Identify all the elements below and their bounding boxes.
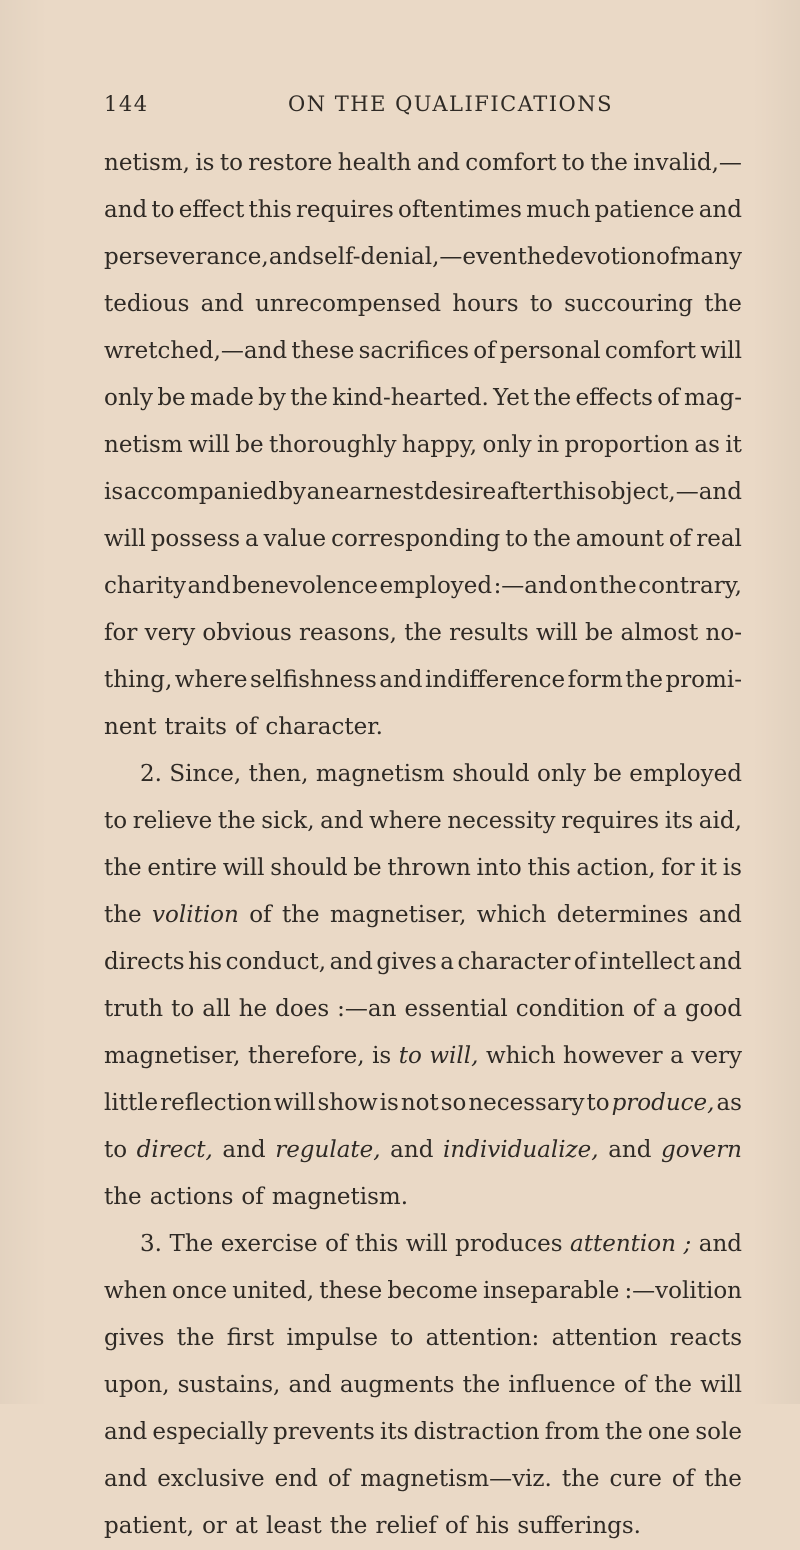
- word: the: [704, 1466, 742, 1492]
- word: thing,: [104, 667, 173, 693]
- word: is: [379, 1090, 399, 1116]
- word: is: [722, 855, 742, 881]
- word: hours: [452, 291, 519, 317]
- word: a: [663, 996, 677, 1022]
- word: on: [569, 573, 598, 599]
- word: the: [281, 902, 320, 928]
- word: then,: [248, 761, 309, 787]
- word: exclusive: [157, 1466, 265, 1492]
- word: necessary: [468, 1090, 585, 1116]
- word: and: [104, 1419, 148, 1445]
- word: will: [273, 1090, 316, 1116]
- word: sole: [695, 1419, 742, 1445]
- word: and: [698, 949, 742, 975]
- word: of: [241, 1184, 264, 1210]
- word: will,: [429, 1043, 479, 1069]
- word: to: [219, 150, 243, 176]
- word: nent: [104, 714, 157, 740]
- word: be: [235, 432, 264, 458]
- word: will: [222, 855, 265, 881]
- word: Yet: [493, 385, 530, 411]
- word: and: [698, 902, 742, 928]
- text-line: [104, 1080, 742, 1127]
- word: will: [188, 432, 230, 458]
- word: almost: [620, 620, 699, 646]
- word: of: [656, 244, 679, 270]
- word: become: [387, 1278, 478, 1304]
- word: to: [505, 526, 529, 552]
- word: condition: [515, 996, 625, 1022]
- text-line: [104, 610, 742, 657]
- word: the: [533, 385, 572, 411]
- word: possess: [150, 526, 241, 552]
- word: character: [457, 949, 571, 975]
- word: action,: [576, 855, 656, 881]
- word: least: [265, 1513, 322, 1539]
- word: the: [599, 573, 637, 599]
- word: of: [623, 1372, 647, 1398]
- word: from: [544, 1419, 600, 1445]
- word: especially: [152, 1419, 268, 1445]
- word: to: [104, 808, 128, 834]
- word: and: [698, 197, 742, 223]
- word: influence: [508, 1372, 616, 1398]
- word: earnest: [335, 479, 424, 505]
- word: be: [584, 620, 614, 646]
- word: much: [526, 197, 591, 223]
- word: necessity: [447, 808, 556, 834]
- word: not: [400, 1090, 439, 1116]
- word: contrary,: [638, 573, 742, 599]
- word: and: [416, 150, 460, 176]
- word: requires: [561, 808, 660, 834]
- text-line: [104, 1409, 742, 1456]
- word: the: [605, 1419, 643, 1445]
- word: to: [104, 1137, 128, 1163]
- word: magnetism—viz.: [360, 1466, 552, 1492]
- word: individualize,: [443, 1137, 599, 1163]
- word: requires: [295, 197, 394, 223]
- word: good: [684, 996, 742, 1022]
- word: these: [291, 338, 355, 364]
- word: :—and: [493, 573, 568, 599]
- word: health: [337, 150, 412, 176]
- text-line: [104, 1174, 742, 1221]
- word: proportion: [564, 432, 689, 458]
- text-line: [104, 892, 742, 939]
- word: effects: [575, 385, 653, 411]
- word: its: [664, 808, 694, 834]
- text-line: [104, 1268, 742, 1315]
- word: once: [172, 1278, 228, 1304]
- word: of: [668, 526, 692, 552]
- word: into: [476, 855, 522, 881]
- word: selfishness: [249, 667, 377, 693]
- word: at: [234, 1513, 258, 1539]
- word: thoroughly: [269, 432, 397, 458]
- word: intellect: [599, 949, 696, 975]
- word: only: [537, 761, 587, 787]
- word: to: [151, 197, 175, 223]
- word: 2.: [140, 761, 162, 787]
- word: govern: [661, 1137, 742, 1163]
- text-line: [104, 516, 742, 563]
- word: invalid,—: [633, 150, 742, 176]
- word: sick,: [261, 808, 315, 834]
- word: the: [533, 526, 571, 552]
- text-line: [104, 1315, 742, 1362]
- word: an: [306, 479, 336, 505]
- word: many: [678, 244, 742, 270]
- text-line: [104, 187, 742, 234]
- word: and: [268, 244, 313, 270]
- word: relief: [375, 1513, 437, 1539]
- word: comfort: [604, 338, 697, 364]
- word: object,—and: [596, 479, 742, 505]
- word: and: [320, 808, 364, 834]
- word: of: [632, 996, 656, 1022]
- word: be: [157, 385, 186, 411]
- word: determines: [556, 902, 689, 928]
- word: to: [171, 996, 195, 1022]
- text-line: [104, 704, 742, 751]
- word: accompanied: [123, 479, 278, 505]
- word: devotion: [555, 244, 656, 270]
- word: gives: [104, 1325, 165, 1351]
- word: unrecompensed: [255, 291, 442, 317]
- word: does: [275, 996, 330, 1022]
- word: he: [238, 996, 268, 1022]
- word: very: [144, 620, 196, 646]
- text-line: [104, 1127, 742, 1174]
- word: actions: [149, 1184, 234, 1210]
- word: should: [270, 855, 348, 881]
- word: inseparable: [482, 1278, 620, 1304]
- word: Since,: [169, 761, 242, 787]
- word: produce,: [611, 1090, 715, 1116]
- word: should: [452, 761, 530, 787]
- word: obvious: [202, 620, 292, 646]
- word: direct,: [136, 1137, 213, 1163]
- word: employed: [629, 761, 742, 787]
- word: the: [590, 150, 628, 176]
- word: the: [104, 855, 142, 881]
- word: as: [716, 1090, 742, 1116]
- word: and: [104, 1466, 148, 1492]
- word: self-denial,—even: [312, 244, 518, 270]
- word: The: [169, 1231, 214, 1257]
- word: these: [319, 1278, 383, 1304]
- word: amount: [575, 526, 664, 552]
- word: which: [485, 1043, 556, 1069]
- word: truth: [104, 996, 164, 1022]
- word: the: [404, 620, 442, 646]
- word: restore: [248, 150, 333, 176]
- word: desire: [423, 479, 497, 505]
- running-head: ON THE QUALIFICATIONS: [288, 92, 613, 116]
- word: the: [462, 1372, 501, 1398]
- body-text: [104, 140, 742, 1550]
- word: patient,: [104, 1513, 195, 1539]
- word: so: [440, 1090, 467, 1116]
- word: for: [104, 620, 138, 646]
- word: kind-hearted.: [332, 385, 489, 411]
- word: sacrifices: [358, 338, 470, 364]
- text-line: [104, 798, 742, 845]
- word: employed: [379, 573, 493, 599]
- word: reacts: [669, 1325, 742, 1351]
- word: to: [390, 1325, 414, 1351]
- word: of: [671, 1466, 695, 1492]
- word: the: [290, 385, 328, 411]
- word: or: [202, 1513, 227, 1539]
- word: to: [586, 1090, 610, 1116]
- word: charity: [104, 573, 186, 599]
- word: directs: [104, 949, 185, 975]
- word: sustains,: [177, 1372, 281, 1398]
- word: where: [174, 667, 248, 693]
- word: little: [104, 1090, 159, 1116]
- word: upon,: [104, 1372, 170, 1398]
- word: where: [369, 808, 442, 834]
- word: effect: [178, 197, 245, 223]
- text-line: [104, 1033, 742, 1080]
- text-line: [104, 1456, 742, 1503]
- text-line: [104, 375, 742, 422]
- word: its: [379, 1419, 409, 1445]
- word: end: [274, 1466, 318, 1492]
- word: patience: [594, 197, 695, 223]
- word: only: [482, 432, 532, 458]
- word: this: [527, 855, 571, 881]
- word: tedious: [104, 291, 190, 317]
- word: the: [517, 244, 556, 270]
- word: is: [372, 1043, 392, 1069]
- word: by: [278, 479, 307, 505]
- text-line: [104, 469, 742, 516]
- word: the: [625, 667, 663, 693]
- word: comfort: [465, 150, 557, 176]
- word: form: [567, 667, 623, 693]
- word: perseverance,: [104, 244, 269, 270]
- word: and: [187, 573, 231, 599]
- word: of: [234, 714, 258, 740]
- word: for: [661, 855, 695, 881]
- word: to: [561, 150, 585, 176]
- text-line: [104, 986, 742, 1033]
- word: regulate,: [275, 1137, 381, 1163]
- word: exercise: [220, 1231, 318, 1257]
- word: relieve: [132, 808, 213, 834]
- word: of: [325, 1231, 348, 1257]
- word: netism,: [104, 150, 190, 176]
- word: show: [317, 1090, 378, 1116]
- word: of: [657, 385, 680, 411]
- word: united,: [232, 1278, 315, 1304]
- word: his: [475, 1513, 510, 1539]
- word: of: [249, 902, 272, 928]
- word: mag-: [683, 385, 742, 411]
- word: only: [104, 385, 154, 411]
- word: distraction: [413, 1419, 540, 1445]
- word: and: [288, 1372, 332, 1398]
- text-line: [104, 234, 742, 281]
- word: will: [700, 1372, 742, 1398]
- text-line: [104, 939, 742, 986]
- word: and: [379, 667, 423, 693]
- text-line: [104, 751, 742, 798]
- word: of: [444, 1513, 468, 1539]
- word: personal: [499, 338, 601, 364]
- word: ;: [683, 1231, 692, 1257]
- word: this: [248, 197, 292, 223]
- text-line: [104, 1362, 742, 1409]
- word: entire: [147, 855, 218, 881]
- word: this: [355, 1231, 399, 1257]
- word: prevents: [273, 1419, 375, 1445]
- word: a: [670, 1043, 684, 1069]
- word: traits: [164, 714, 227, 740]
- word: indifference: [425, 667, 566, 693]
- word: reasons,: [299, 620, 397, 646]
- word: is: [195, 150, 215, 176]
- word: made: [189, 385, 254, 411]
- word: gives: [376, 949, 437, 975]
- word: attention: [551, 1325, 658, 1351]
- word: the: [654, 1372, 693, 1398]
- word: of: [573, 949, 597, 975]
- word: the: [104, 902, 142, 928]
- text-line: [104, 563, 742, 610]
- word: and: [698, 1231, 742, 1257]
- word: be: [593, 761, 622, 787]
- text-line: [104, 657, 742, 704]
- word: and: [104, 197, 148, 223]
- word: reflection: [160, 1090, 272, 1116]
- word: in: [536, 432, 560, 458]
- text-line: [104, 281, 742, 328]
- text-line: [104, 328, 742, 375]
- word: :—an: [337, 996, 397, 1022]
- word: when: [104, 1278, 167, 1304]
- word: his: [188, 949, 223, 975]
- word: first: [226, 1325, 275, 1351]
- word: very: [691, 1043, 742, 1069]
- word: corresponding: [331, 526, 501, 552]
- word: augments: [339, 1372, 455, 1398]
- text-line: [104, 1503, 742, 1550]
- word: a: [245, 526, 259, 552]
- text-line: [104, 845, 742, 892]
- word: volition: [152, 902, 239, 928]
- word: benevolence: [232, 573, 378, 599]
- word: it: [700, 855, 717, 881]
- word: produces: [455, 1231, 563, 1257]
- word: will: [700, 338, 742, 364]
- word: the: [217, 808, 256, 834]
- word: and: [329, 949, 373, 975]
- word: essential: [404, 996, 508, 1022]
- word: be: [353, 855, 382, 881]
- word: however: [563, 1043, 663, 1069]
- word: by: [258, 385, 286, 411]
- word: will: [535, 620, 578, 646]
- word: to: [529, 291, 553, 317]
- word: attention: [570, 1231, 676, 1257]
- word: thrown: [387, 855, 471, 881]
- word: and: [608, 1137, 652, 1163]
- word: conduct,: [225, 949, 327, 975]
- word: as: [694, 432, 720, 458]
- word: promi-: [665, 667, 742, 693]
- word: of: [473, 338, 496, 364]
- text-line: [104, 1221, 742, 1268]
- word: of: [327, 1466, 351, 1492]
- word: real: [696, 526, 742, 552]
- word: therefore,: [247, 1043, 365, 1069]
- word: no-: [705, 620, 742, 646]
- word: all: [202, 996, 231, 1022]
- text-line: [104, 422, 742, 469]
- word: character.: [265, 714, 383, 740]
- word: one: [647, 1419, 691, 1445]
- text-line: [104, 140, 742, 187]
- word: and: [390, 1137, 434, 1163]
- word: 3.: [140, 1231, 162, 1257]
- word: impulse: [286, 1325, 378, 1351]
- word: sufferings.: [517, 1513, 641, 1539]
- word: cure: [609, 1466, 662, 1492]
- word: magnetism: [315, 761, 445, 787]
- word: value: [263, 526, 327, 552]
- word: the: [104, 1184, 142, 1210]
- word: wretched,—and: [104, 338, 288, 364]
- word: will: [104, 526, 146, 552]
- word: magnetism.: [271, 1184, 409, 1210]
- word: the: [329, 1513, 368, 1539]
- word: will: [405, 1231, 448, 1257]
- word: :—volition: [624, 1278, 742, 1304]
- word: magnetiser,: [104, 1043, 241, 1069]
- word: it: [725, 432, 742, 458]
- word: the: [561, 1466, 600, 1492]
- word: is: [104, 479, 124, 505]
- word: and: [222, 1137, 266, 1163]
- word: which: [476, 902, 547, 928]
- word: this: [553, 479, 597, 505]
- word: to: [398, 1043, 422, 1069]
- word: attention:: [425, 1325, 540, 1351]
- word: after: [496, 479, 553, 505]
- word: aid,: [698, 808, 742, 834]
- page-header: [104, 92, 744, 128]
- word: magnetiser,: [329, 902, 467, 928]
- word: the: [176, 1325, 215, 1351]
- word: succouring: [564, 291, 694, 317]
- word: netism: [104, 432, 183, 458]
- word: the: [704, 291, 742, 317]
- word: oftentimes: [398, 197, 522, 223]
- word: happy,: [401, 432, 478, 458]
- word: and: [200, 291, 244, 317]
- word: results: [449, 620, 529, 646]
- word: a: [440, 949, 455, 975]
- page-number: 144: [104, 92, 149, 116]
